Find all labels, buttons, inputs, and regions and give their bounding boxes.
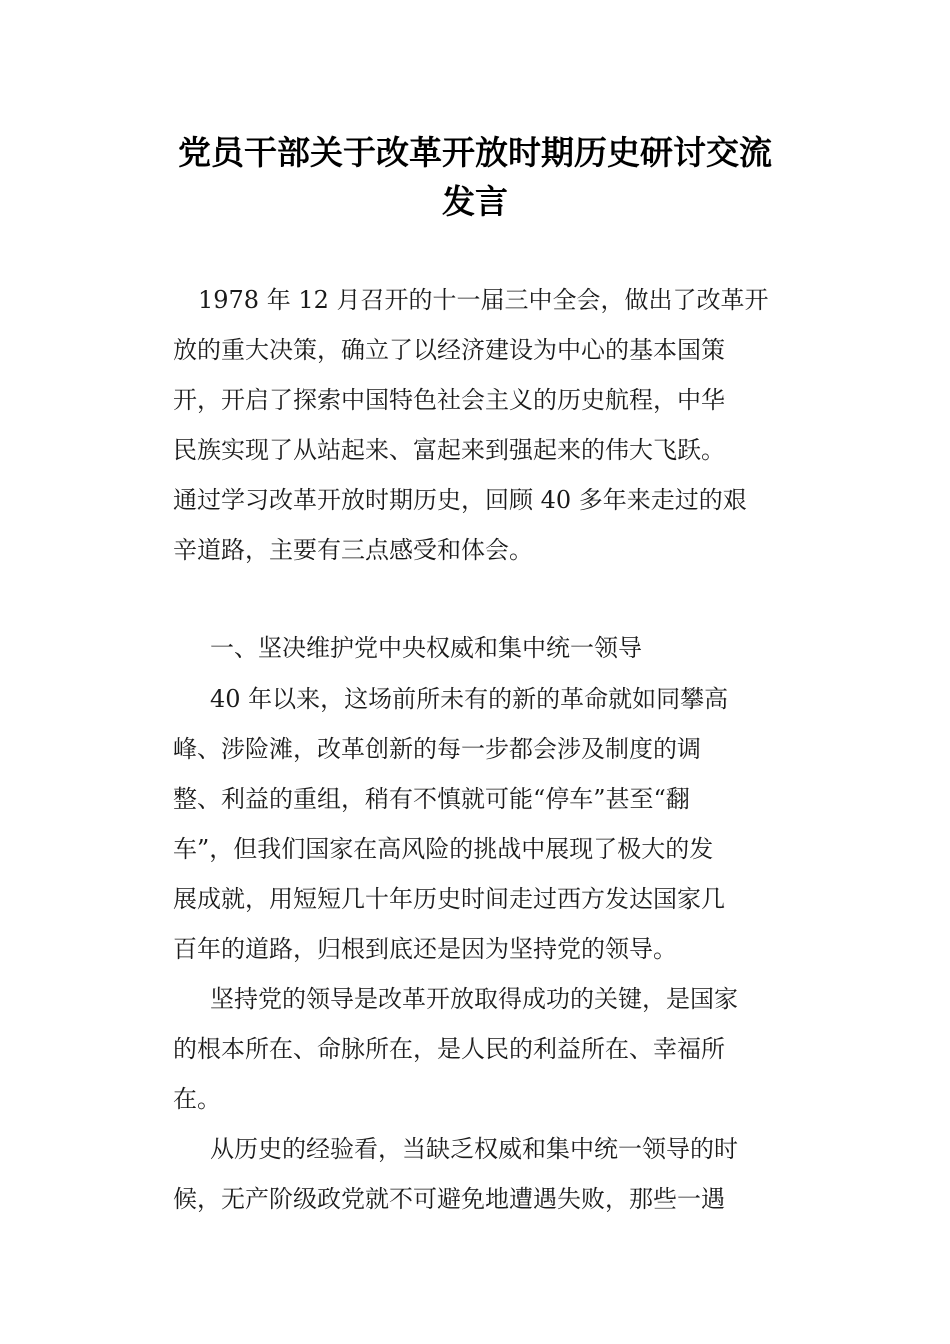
title-line-2: 发言 [442,182,508,221]
paragraph-line: 车”，但我们国家在高风险的挑战中展现了极大的发 [173,835,714,863]
paragraph-line: 辛道路，主要有三点感受和体会。 [173,536,533,564]
paragraph-line: 民族实现了从站起来、富起来到强起来的伟大飞跃。 [173,436,725,464]
paragraph-line: 展成就，用短短几十年历史时间走过西方发达国家几 [173,885,725,913]
document-title [150,128,800,226]
paragraph-line: 百年的道路，归根到底还是因为坚持党的领导。 [173,935,677,963]
paragraph-line: 整、利益的重组，稍有不慎就可能“停车”甚至“翻 [173,785,690,813]
paragraph-line: 在。 [173,1085,221,1113]
paragraph-line: 候，无产阶级政党就不可避免地遭遇失败，那些一遇 [173,1185,725,1213]
paragraph-line: 40 年以来，这场前所未有的新的革命就如同攀高 [210,685,729,713]
paragraph-line: 从历史的经验看，当缺乏权威和集中统一领导的时 [210,1135,738,1163]
paragraph-line: 放的重大决策，确立了以经济建设为中心的基本国策 [173,336,725,364]
paragraph-line: 通过学习改革开放时期历史，回顾 40 多年来走过的艰 [173,486,747,514]
title-line-1: 党员干部关于改革开放时期历史研讨交流 [178,133,772,172]
section-heading: 一、坚决维护党中央权威和集中统一领导 [210,634,642,662]
paragraph-line: 的根本所在、命脉所在，是人民的利益所在、幸福所 [173,1035,725,1063]
paragraph-line: 1978 年 12 月召开的十一届三中全会，做出了改革开 [198,286,769,314]
paragraph-line: 坚持党的领导是改革开放取得成功的关键，是国家 [210,985,738,1013]
paragraph-line: 开，开启了探索中国特色社会主义的历史航程，中华 [173,386,725,414]
paragraph-line: 峰、涉险滩，改革创新的每一步都会涉及制度的调 [173,735,701,763]
